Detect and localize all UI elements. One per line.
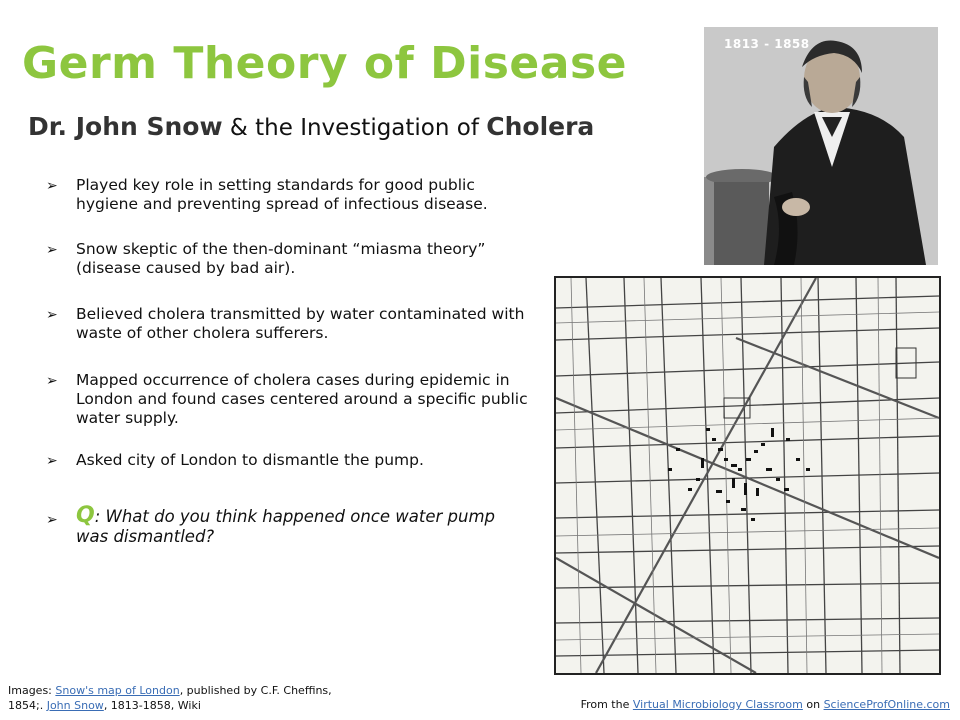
john-snow-link[interactable]: John Snow bbox=[46, 699, 104, 712]
source-credits bbox=[581, 698, 950, 711]
portrait-illustration bbox=[704, 27, 938, 265]
question-item bbox=[42, 503, 532, 547]
bullet-item bbox=[42, 176, 532, 214]
bullet-list bbox=[42, 176, 532, 547]
subtitle-name: Dr. John Snow bbox=[28, 112, 223, 141]
subtitle-middle: & the Investigation of bbox=[222, 115, 487, 141]
arrow-bullet-icon: ➢ bbox=[46, 512, 58, 528]
cholera-map-image bbox=[554, 276, 941, 675]
credit-text-1: , published by C.F. Cheffins, 1854;. bbox=[8, 684, 332, 712]
street-map-illustration bbox=[556, 278, 939, 673]
bullet-text: Snow skeptic of the then-dominant “miasma theory” (disease caused by bad air). bbox=[76, 240, 486, 277]
snow-map-link[interactable]: Snow's map of London bbox=[55, 684, 180, 697]
arrow-bullet-icon: ➢ bbox=[46, 453, 58, 469]
question-letter: Q bbox=[76, 503, 95, 528]
scienceprof-link[interactable]: ScienceProfOnline.com bbox=[823, 698, 950, 711]
bullet-text: Believed cholera transmitted by water contaminated with waste of other cholera sufferers. bbox=[76, 305, 525, 342]
bullet-text: Played key role in setting standards for good public hygiene and preventing spread of infectious disease. bbox=[76, 176, 488, 213]
arrow-bullet-icon: ➢ bbox=[46, 242, 58, 258]
john-snow-portrait bbox=[704, 27, 938, 265]
bullet-item bbox=[42, 240, 532, 278]
bullet-item bbox=[42, 305, 532, 343]
on-label: on bbox=[802, 698, 824, 711]
bullet-text: Mapped occurrence of cholera cases during epidemic in London and found cases centered around a specific public water supply. bbox=[76, 371, 528, 427]
arrow-bullet-icon: ➢ bbox=[46, 178, 58, 194]
bullet-text: Asked city of London to dismantle the pump. bbox=[76, 451, 424, 469]
from-label: From the bbox=[580, 698, 633, 711]
credit-text-2: , 1813-1858, Wiki bbox=[103, 699, 201, 712]
arrow-bullet-icon: ➢ bbox=[46, 307, 58, 323]
bullet-item bbox=[42, 451, 532, 470]
portrait-years: 1813 - 1858 bbox=[724, 37, 810, 51]
question-text: : What do you think happened once water pump was dismantled? bbox=[76, 507, 495, 546]
virtual-microbiology-link[interactable]: Virtual Microbiology Classroom bbox=[632, 698, 803, 711]
slide-subtitle bbox=[28, 112, 594, 141]
bullet-item bbox=[42, 371, 532, 428]
subtitle-topic: Cholera bbox=[486, 112, 595, 141]
arrow-bullet-icon: ➢ bbox=[46, 373, 58, 389]
slide-title: Germ Theory of Disease bbox=[22, 38, 627, 89]
image-credits bbox=[8, 683, 348, 713]
images-label: Images: bbox=[8, 684, 56, 697]
